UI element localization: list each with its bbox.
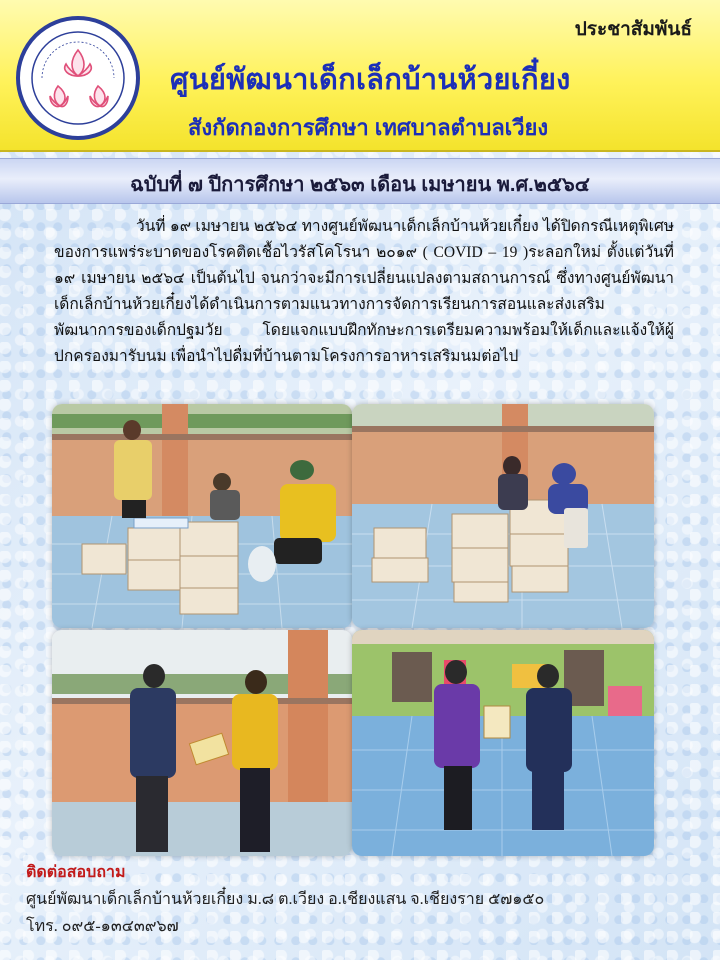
lotus-emblem-icon (20, 20, 136, 136)
photo-milk-distribution-1 (52, 404, 352, 628)
contact-address: ศูนย์พัฒนาเด็กเล็กบ้านห้วยเกี๋ยง ม.๘ ต.เวียง อ.เชียงแสน จ.เชียงราย ๕๗๑๕๐ (26, 891, 545, 908)
contact-phone: โทร. ๐๙๕-๑๓๔๓๙๖๗ (26, 918, 179, 935)
issue-banner (0, 158, 720, 204)
photo-workbook-handover-2 (352, 630, 654, 856)
contact-section (26, 860, 544, 941)
center-subtitle: สังกัดกองการศึกษา เทศบาลตำบลเวียง (188, 115, 549, 140)
issue-label: ฉบับที่ ๗ ปีการศึกษา ๒๕๖๓ เดือน เมษายน พ.ศ.๒๕๖๔ (130, 174, 590, 196)
contact-title: ติดต่อสอบถาม (26, 864, 126, 881)
pr-tag: ประชาสัมพันธ์ (574, 19, 692, 40)
photo-workbook-handover-1 (52, 630, 352, 856)
center-logo (16, 16, 140, 140)
header-band (0, 0, 720, 152)
center-title: ศูนย์พัฒนาเด็กเล็กบ้านห้วยเกี๋ยง (170, 64, 571, 96)
article-paragraph: วันที่ ๑๙ เมษายน ๒๕๖๔ ทางศูนย์พัฒนาเด็กเล็กบ้านห้วยเกี๋ยง ได้ปิดกรณีเหตุพิเศษของการแพร่ระบาดของโรคติดเชื้อไวรัสโคโรนา ๒๐๑๙ ( COVID – 19 )ระลอกใหม่ ตั้งแต่วันที่ ๑๙ เมษายน ๒๕๖๔ เป็นต้นไป จนกว่าจะมีการเปลี่ยนแปลงตามสถานการณ์ ซึ่งทางศูนย์พัฒนาเด็กเล็กบ้านห้วยเกี๋ยงได้ดำเนินการตามแนวทางการจัดการเรียนการสอนและส่งเสริมพัฒนาการของเด็กปฐมวัย โดยแจกแบบฝึกทักษะการเตรียมความพร้อมให้เด็กและแจ้งให้ผู้ปกครองมารับนม เพื่อนำไปดื่มที่บ้านตามโครงการอาหารเสริมนมต่อไป (54, 218, 674, 365)
photo-milk-distribution-2 (352, 404, 654, 628)
article-body (54, 214, 674, 370)
